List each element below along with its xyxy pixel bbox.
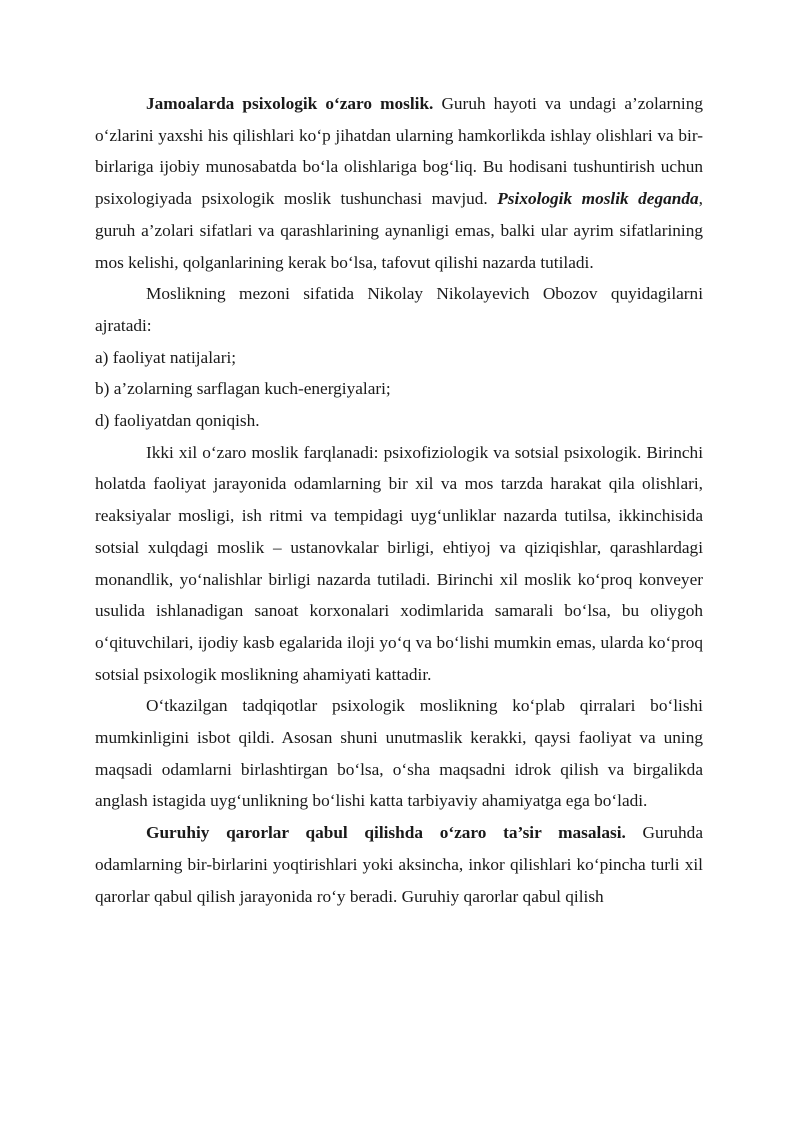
list-item-b: b) a’zolarning sarflagan kuch-energiyalari; xyxy=(95,379,391,399)
section-heading-group-decisions: Guruhiy qarorlar qabul qilishda o‘zaro ta’sir masalasi. xyxy=(146,823,626,843)
paragraph-group-decisions xyxy=(95,817,703,912)
paragraph-text: Guruhda odamlarning bir-birlarini yoqtirishlari yoki aksincha, inkor qilishlari ko‘pincha turli xil qarorlar qabul qilish jarayonida ro‘y beradi. Guruhiy qarorlar qabul qilish xyxy=(95,823,703,906)
list-item-a: a) faoliyat natijalari; xyxy=(95,347,237,367)
paragraph-text: Guruh hayoti va undagi a’zolarning o‘zlarini yaxshi his qilishlari ko‘p jihatdan ularning hamkorlikda ishlay olishlari va bir-birlariga ijobiy munosabatda bo‘la olishlariga bog‘liq. Bu hodisani tushuntirish uchun psixologiyada psixologik moslik tushunchasi mavjud. xyxy=(95,94,704,209)
term-definition: Psixologik moslik deganda xyxy=(497,189,699,209)
paragraph-research-findings: O‘tkazilgan tadqiqotlar psixologik moslikning ko‘plab qirralari bo‘lishi mumkinligini isbot qildi. Asosan shuni unutmaslik kerakki, qaysi faoliyat va uning maqsadi odamlarni birlashtirgan bo‘lsa, o‘sha maqsadni idrok qilish va birgalikda anglash istagida uyg‘unlikning bo‘lishi katta tarbiyaviy ahamiyatga ega bo‘ladi. xyxy=(95,696,703,811)
paragraph-compatibility-types: Ikki xil o‘zaro moslik farqlanadi: psixofiziologik va sotsial psixologik. Birinchi holatda faoliyat jarayonida odamlarning bir xil va mos tarzda harakat qila olishlari, reaksiyalar mosligi, ish ritmi va tempidagi uyg‘unliklar nazarda tutilsa, ikkinchisida sotsial xulqdagi moslik – ustanovkalar birligi, ehtiyoj va qiziqishlar, qarashlardagi monandlik, yo‘nalishlar birligi nazarda tutiladi. Birinchi xil moslik ko‘proq konveyer usulida ishlanadigan sanoat korxonalari xodimlarida samarali bo‘lsa, bu oliygoh o‘qituvchilari, ijodiy kasb egalarida iloji yo‘q va bo‘lishi mumkin emas, ularda ko‘proq sotsial psixologik moslikning ahamiyati kattadir. xyxy=(95,442,703,684)
paragraph-psychological-compatibility xyxy=(95,88,703,278)
section-heading-compatibility: Jamoalarda psixologik o‘zaro moslik. xyxy=(146,94,434,113)
list-item-d: d) faoliyatdan qoniqish. xyxy=(95,411,260,431)
paragraph-criteria-intro: Moslikning mezoni sifatida Nikolay Nikolayevich Obozov quyidagilarni ajratadi: xyxy=(95,284,703,335)
document-page xyxy=(95,88,703,912)
paragraph-text: , guruh a’zolari sifatlari va qarashlarining aynanligi emas, balki ular ayrim sifatlarining mos kelishi, qolganlarining kerak bo‘lsa, tafovut qilishi nazarda tutiladi. xyxy=(95,189,703,272)
